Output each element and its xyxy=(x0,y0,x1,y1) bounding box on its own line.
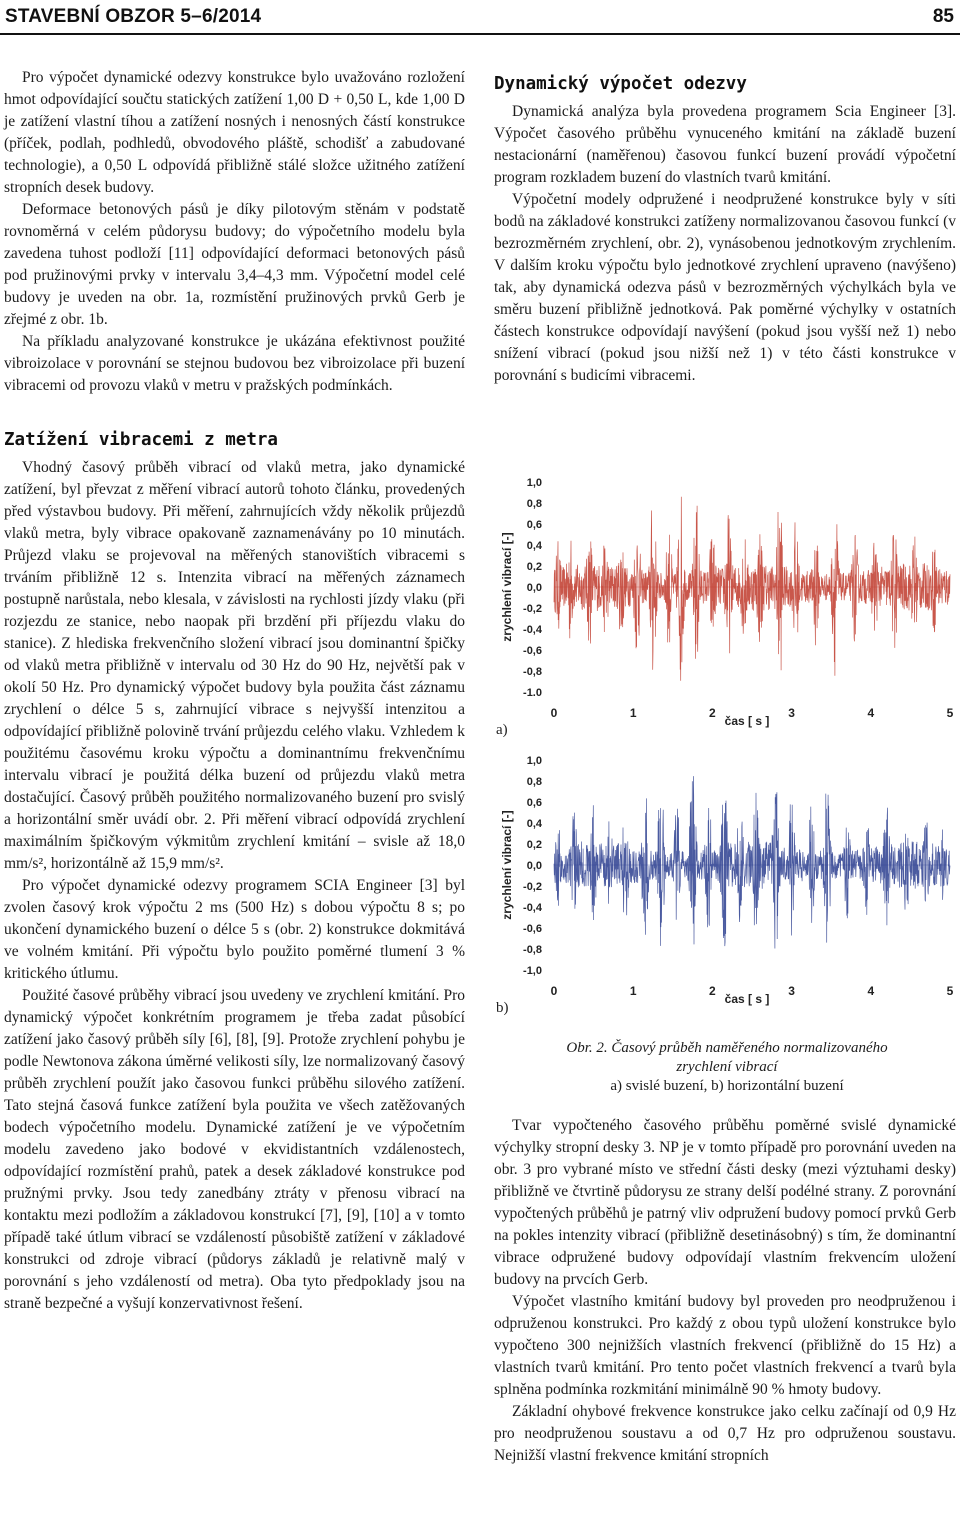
y-tick-label: 0,4 xyxy=(526,540,542,552)
y-tick-label: 1,0 xyxy=(526,477,542,489)
section-heading: Zatížení vibracemi z metra xyxy=(4,430,278,450)
x-tick-label: 2 xyxy=(709,984,716,998)
journal-title: STAVEBNÍ OBZOR 5–6/2014 xyxy=(5,6,262,27)
y-tick-label: -0,6 xyxy=(523,923,542,935)
y-tick-label: -0,4 xyxy=(523,624,542,636)
x-tick-label: 2 xyxy=(709,706,716,720)
page-number: 85 xyxy=(932,6,954,27)
x-tick-label: 5 xyxy=(946,984,954,998)
y-tick-label: 0,4 xyxy=(526,818,542,830)
paragraph: Výpočetní modely odpružené i neodpružené konstrukce byly v síti bodů na základové konstrukci zatíženy normalizovanou časovou funkcí (v bezrozměrném zrychlení, obr. 2), vynásobenou jednotkovým zrychlením. V dalším kroku výpočtu bylo jednotkové zrychlení upraveno (navýšeno) tak, aby dynamická odezva pásů v bezrozměrných výchylkách byla ve směru buzení přibližně jednotková. Pak poměrné výchylky v ostatních částech konstrukce odpovídají navýšení (pokud jsou vyšší než 1) nebo snížení vibrací (pokud jsou nižší než 1) v této části konstrukce v porovnání s budicími vibracemi. xyxy=(494,191,956,384)
x-tick-label: 4 xyxy=(867,984,875,998)
y-tick-label: 0,0 xyxy=(526,860,542,872)
y-tick-label: -0,2 xyxy=(523,881,542,893)
paragraph: Tvar vypočteného časového průběhu poměrné svislé dynamické výchylky stropní desky 3. NP je v tomto případě pro porovnání uveden na obr. 3 pro vybrané místo ve střední části desky (mezi výztuhami desky) přibližně ve čtvrtině půdorysu ze strany delší podélné strany. Z porovnání vypočtených průběhů je patrný vliv odpružení budovy pomocí prvků Gerb na pokles intenzity vibrací (přibližně desetinásobný) s tím, že dominantní vibrace odpružené budovy odpovídají vlastním frekvencím uložení budovy na prvcích Gerb. xyxy=(494,1117,956,1288)
signal-trace xyxy=(554,776,950,948)
y-tick-label: -0,2 xyxy=(523,603,542,615)
y-tick-label: -0,8 xyxy=(523,666,542,678)
paragraph: Dynamická analýza byla provedena programem Scia Engineer [3]. Výpočet časového průběhu vynuceného kmitání na základě buzení nestacionární (naměřenou) časovou funkcí buzení provádí výpočetní program rozkladem buzení do vlastních tvarů kmitání. xyxy=(494,103,956,186)
chart-vertical xyxy=(494,470,960,745)
left-column xyxy=(4,67,465,1315)
paragraph: Pro výpočet dynamické odezvy konstrukce bylo uvažováno rozložení hmot odpovídající součtu statických zatížení 1,00 D + 0,50 L, kde 1,00 D je zatížení vlastní tíhou a zatížení nosných i nenosných částí konstrukce (příček, podlah, podhledů, obvodového pláště, schodišť a zabudované technologie), a 0,50 L odpovídá přibližně stálé složce užitného zatížení stropních desek budovy. xyxy=(4,69,465,196)
y-axis-label: zrychlení vibrací [-] xyxy=(500,532,514,642)
y-tick-label: -0,8 xyxy=(523,944,542,956)
y-tick-label: 0,8 xyxy=(526,498,542,510)
caption-line: zrychlení vibrací xyxy=(676,1059,778,1075)
right-column-top xyxy=(494,73,956,387)
panel-label: b) xyxy=(496,1000,509,1016)
x-axis-label: čas [ s ] xyxy=(724,992,770,1006)
y-tick-label: 0,6 xyxy=(526,519,542,531)
x-tick-label: 0 xyxy=(550,706,558,720)
x-tick-label: 4 xyxy=(867,706,875,720)
x-tick-label: 3 xyxy=(788,984,795,998)
paragraph: Výpočet vlastního kmitání budovy byl proveden pro neodpruženou i odpruženou konstrukci. Pro každý z obou typů uložení konstrukce bylo vypočteno 300 nejnižších vlastních frekvencí (přibližně do 15 Hz) a vlastních tvarů kmitání. Pro tento počet vlastních frekvencí a tvarů byla splněna podmínka rozkmitání minimálně 90 % hmoty budovy. xyxy=(494,1293,956,1398)
x-tick-label: 5 xyxy=(946,706,954,720)
y-tick-label: -0,4 xyxy=(523,902,542,914)
panel-label: a) xyxy=(496,722,508,738)
page-header xyxy=(0,0,960,36)
caption-line: Obr. 2. Časový průběh naměřeného normalizovaného xyxy=(566,1040,888,1056)
x-tick-label: 1 xyxy=(629,984,637,998)
y-tick-label: 0,2 xyxy=(526,839,542,851)
x-tick-label: 1 xyxy=(629,706,637,720)
paragraph: Na příkladu analyzované konstrukce je ukázána efektivnost použité vibroizolace v porovnání se stejnou budovou bez vibroizolace při buzení vibracemi od provozu vlaků v metru v pražských podmínkách. xyxy=(4,333,465,394)
x-axis-label: čas [ s ] xyxy=(724,714,770,728)
paragraph: Základní ohybové frekvence konstrukce jako celku začínají od 0,9 Hz pro neodpruženou soustavu a od 0,7 Hz pro odpruženou soustavu. Nejnižší vlastní frekvence kmitání stropních xyxy=(494,1403,956,1464)
y-tick-label: -1.0 xyxy=(523,687,542,699)
paragraph: Vhodný časový průběh vibrací od vlaků metra, jako dynamické zatížení, byl převzat z měření vibrací autorů tohoto článku, provedených před výstavbou budovy. Při měření, zahrnujících vždy několik průjezdů vlaků metra, byly vibrace opakovaně zaznamenávány po 10 minutách. Průjezd vlaku se projevoval na měřených stanovištích vibracemi s trváním přibližně 12 s. Intenzita vibrací na měřených záznamech postupně narůstala, nebo klesala, v závislosti na rychlosti jízdy vlaku (při rozjezdu ze stanice, nebo naopak při brzdění při příjezdu vlaku do stanice). Z hlediska frekvenčního složení vibrací jsou dominantní špičky od vlaků metra přibližně v intervalu od 30 Hz do 90 Hz, největší pak v okolí 50 Hz. Pro dynamický výpočet budovy byla použita část záznamu zrychlení o délce 5 s, zahrnující vibrace s nejvyšší intenzitou a odpovídající přibližně polovině trvání průjezdu celého vlaku. Vzhledem k použitému časovému kroku výpočtu a dominantnímu frekvenčnímu intervalu vibrací je použitá délka buzení od průjezdu vlaků metra dostačující. Časový průběh použitého normalizovaného buzení pro svislý a horizontální směr uvádí obr. 2. Při měření vibrací odpovídá zrychlení maximálním špičkovým výkmitům zrychlení kmitání – svisle až 18,0 mm/s², horizontálně až 15,9 mm/s². xyxy=(4,459,465,872)
y-tick-label: 0,6 xyxy=(526,797,542,809)
signal-trace xyxy=(554,497,950,681)
right-column-bottom xyxy=(494,1115,956,1467)
section-heading: Dynamický výpočet odezvy xyxy=(494,74,747,94)
y-tick-label: 0,8 xyxy=(526,776,542,788)
x-tick-label: 0 xyxy=(550,984,558,998)
chart-horizontal xyxy=(494,748,960,1023)
figure-2 xyxy=(494,470,960,1100)
paragraph: Deformace betonových pásů je díky pilotovým stěnám v podstatě rovnoměrná v celém půdorysu budovy; do výpočetního modelu byla zavedena tuhost podloží [11] odpovídající deformaci betonových pásů pod pružinovými prvky v intervalu 3,4–4,3 mm. Výpočetní model celé budovy je uveden na obr. 1a, rozmístění pružinových prvků Gerb je zřejmé z obr. 1b. xyxy=(4,201,465,328)
y-axis-label: zrychlení vibrací [-] xyxy=(500,810,514,920)
figure-caption xyxy=(494,1039,960,1096)
caption-line: a) svislé buzení, b) horizontální buzení xyxy=(610,1078,844,1094)
y-tick-label: -0,6 xyxy=(523,645,542,657)
x-tick-label: 3 xyxy=(788,706,795,720)
y-tick-label: -1,0 xyxy=(523,965,542,977)
y-tick-label: 0,2 xyxy=(526,561,542,573)
paragraph: Pro výpočet dynamické odezvy programem SCIA Engineer [3] byl zvolen časový krok výpočtu 2 ms (500 Hz) s dobou výpočtu 8 s; po ukončení dynamického buzení o délce 5 s (obr. 2) konstrukce dokmitává ve volném kmitání. Při výpočtu bylo použito poměrné tlumení 3 % kritického útlumu. xyxy=(4,877,465,982)
paragraph: Použité časové průběhy vibrací jsou uvedeny ve zrychlení kmitání. Pro dynamický výpočet konkrétním programem je třeba zadat působící zatížení jako časový průběh síly [6], [8], [9]. Protože zrychlení pohybu je podle Newtonova zákona úměrné velikosti síly, lze normalizovaný časový průběh zrychlení použít jako časovou funkci průběhu silového zatížení. Tato stejná časová funkce zatížení byla použita ve všech zatěžovaných bodech výpočetního modelu. Dynamické zatížení je ve výpočetním modelu zavedeno jako bodové v ekvidistantních vzdálenostech, odpovídající rozmístění prahů, patek a desek základové konstrukce pod pružnými prvky. Jsou tedy zanedbány ztráty v přenosu vibrací na kontaktu mezi podložím a základovou konstrukcí [7], [9], [10] a v tomto případě také útlum vibrací se vzdáleností působiště zatížení v základové konstrukci od zdroje vibrací (půdorys základů je relativně malý v porovnání s jeho vzdáleností od metra). Oba tyto předpoklady jsou na straně bezpečné a vyšují konzervativnost řešení. xyxy=(4,987,465,1312)
y-tick-label: 1,0 xyxy=(526,755,542,767)
y-tick-label: 0,0 xyxy=(526,582,542,594)
header-rule xyxy=(0,33,960,35)
